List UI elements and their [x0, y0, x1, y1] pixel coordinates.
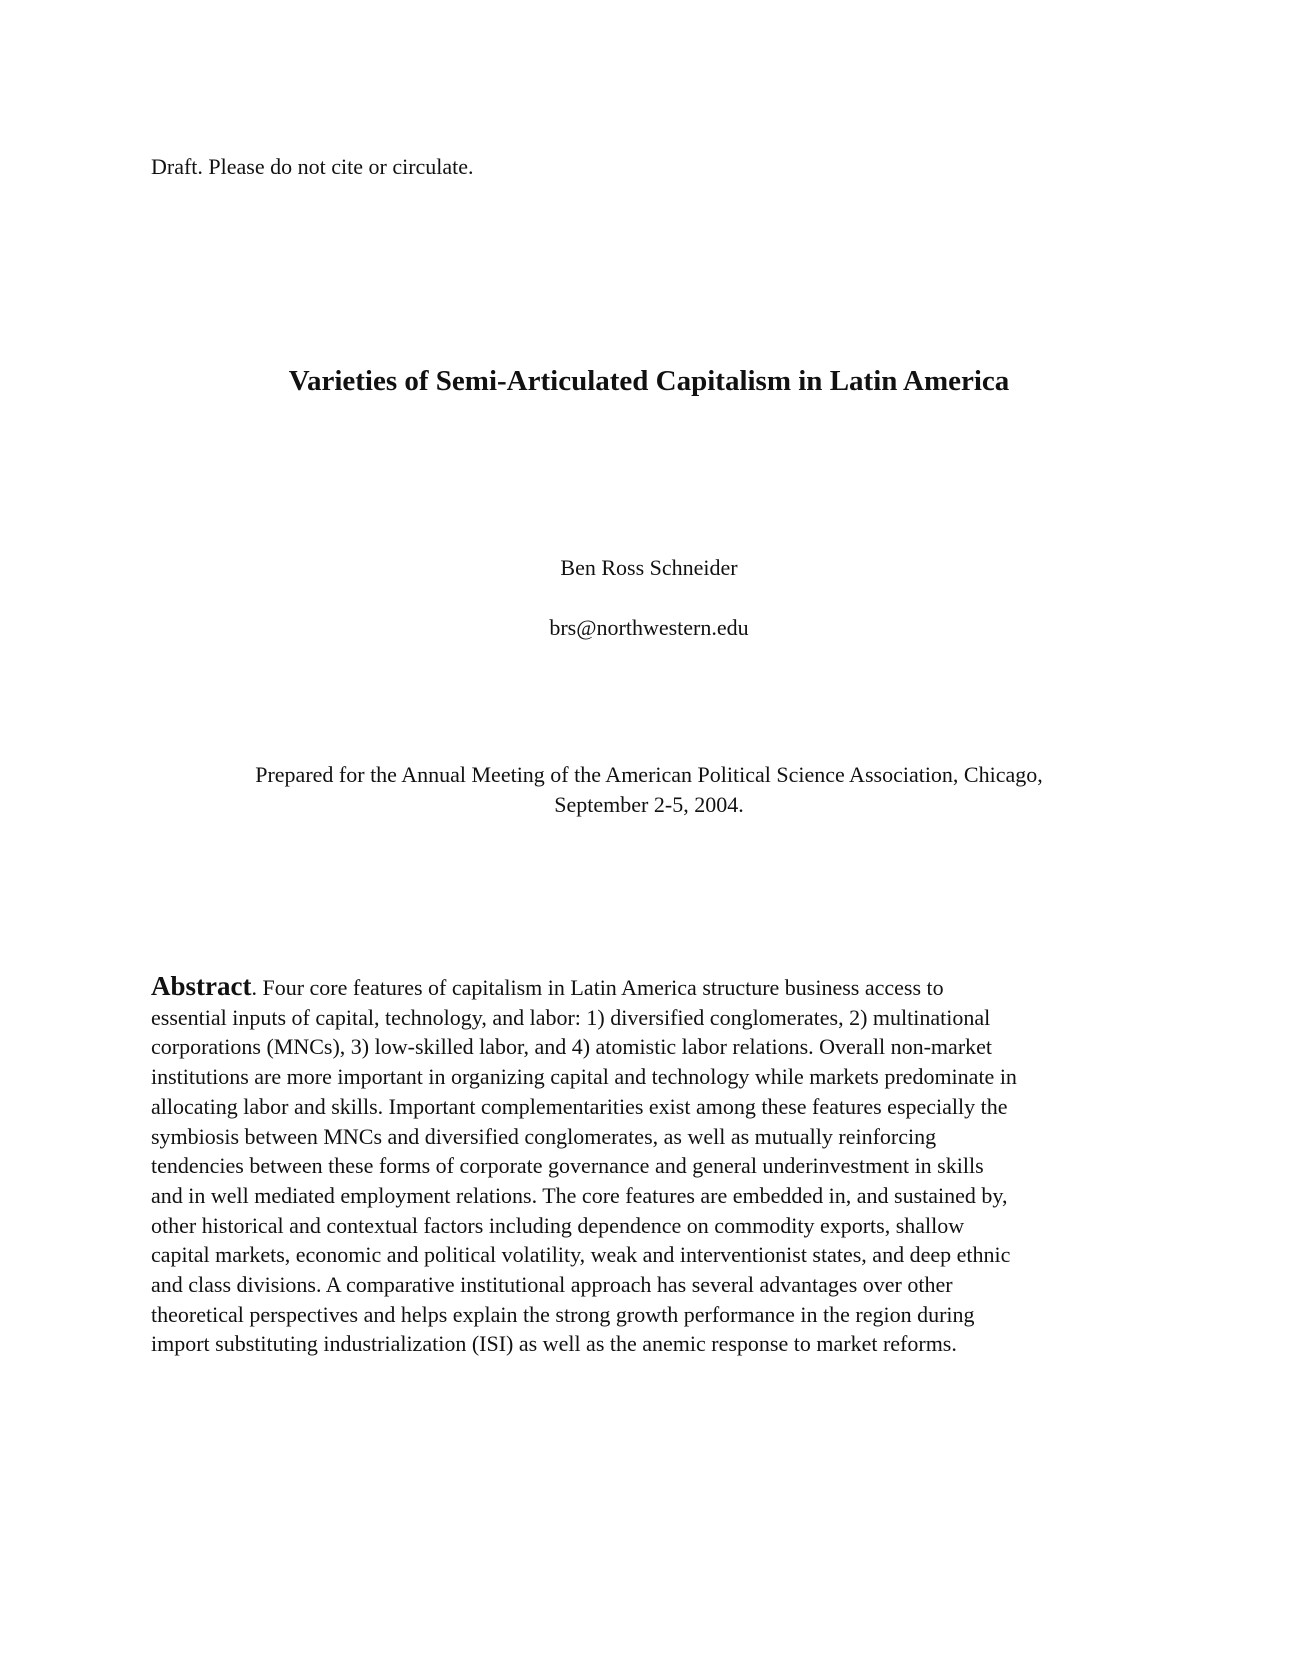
- abstract-line: institutions are more important in organizing capital and technology while markets predominate in: [151, 1064, 1017, 1090]
- conference-note: [180, 760, 1118, 820]
- abstract-heading: Abstract: [151, 971, 252, 1001]
- abstract-line: capital markets, economic and political volatility, weak and interventionist states, and deep ethnic: [151, 1242, 1011, 1268]
- abstract-line: theoretical perspectives and helps explain the strong growth performance in the region during: [151, 1301, 975, 1327]
- abstract-text: . Four core features of capitalism in Latin America structure business access to: [251, 975, 944, 1000]
- abstract-line: and class divisions. A comparative institutional approach has several advantages over other: [151, 1272, 953, 1298]
- abstract-line: tendencies between these forms of corporate governance and general underinvestment in skills: [151, 1153, 984, 1179]
- conference-note-line: Prepared for the Annual Meeting of the American Political Science Association, Chicago,: [255, 762, 1043, 787]
- abstract-line: essential inputs of capital, technology, and labor: 1) diversified conglomerates, 2) multinational: [151, 1004, 991, 1030]
- paper-title: Varieties of Semi-Articulated Capitalism in Latin America: [288, 365, 1010, 397]
- abstract-line: symbiosis between MNCs and diversified conglomerates, as well as mutually reinforcing: [151, 1123, 937, 1149]
- abstract-section: [151, 972, 1161, 1359]
- author-name: Ben Ross Schneider: [560, 555, 738, 580]
- abstract-line: and in well mediated employment relations. The core features are embedded in, and sustained by,: [151, 1182, 1008, 1208]
- abstract-line: other historical and contextual factors including dependence on commodity exports, shallow: [151, 1212, 965, 1238]
- conference-note-line: September 2-5, 2004.: [554, 792, 744, 817]
- abstract-line: [151, 972, 1161, 1003]
- abstract-line: allocating labor and skills. Important complementarities exist among these features especially the: [151, 1093, 1008, 1119]
- abstract-line: corporations (MNCs), 3) low-skilled labor, and 4) atomistic labor relations. Overall non-market: [151, 1034, 993, 1060]
- draft-notice: Draft. Please do not cite or circulate.: [151, 154, 474, 179]
- abstract-line: import substituting industrialization (ISI) as well as the anemic response to market reforms.: [151, 1331, 957, 1357]
- author-email: brs@northwestern.edu: [549, 615, 749, 640]
